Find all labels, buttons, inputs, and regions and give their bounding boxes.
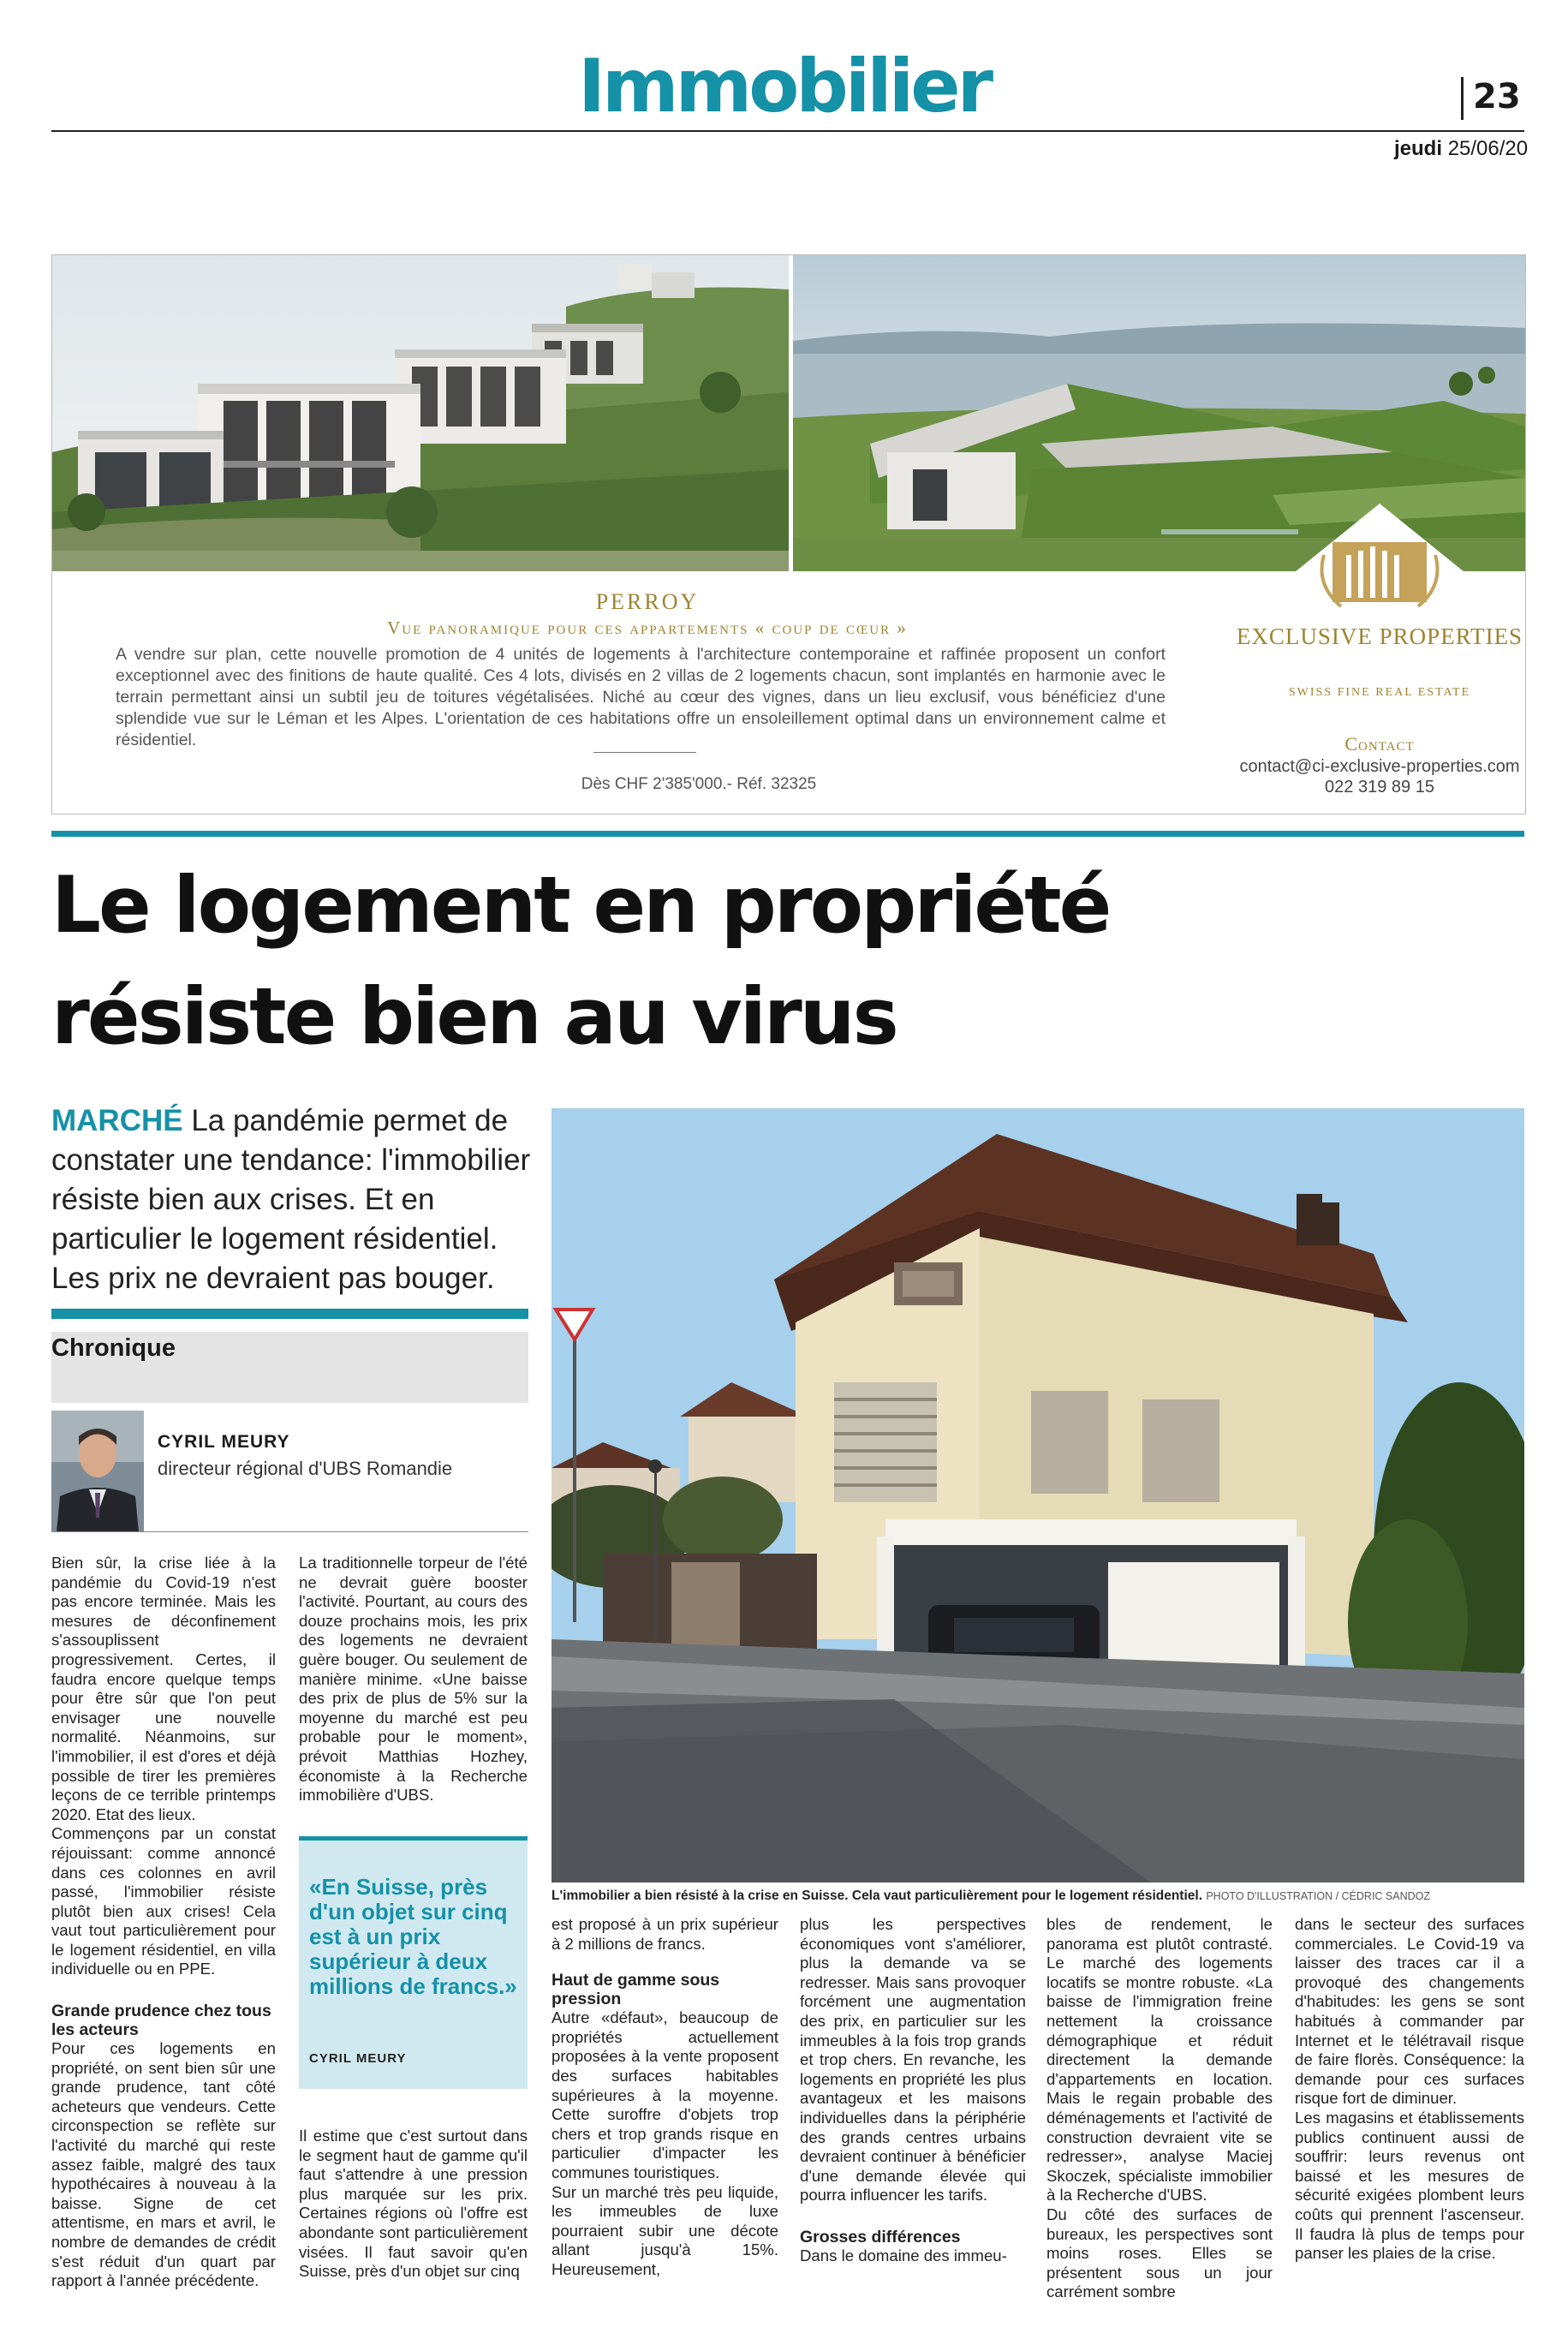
body-column-5 <box>1046 1915 1273 2302</box>
author-name: CYRIL MEURY <box>158 1432 290 1452</box>
ad-title: PERROY <box>595 589 700 614</box>
pull-quote-author: CYRIL MEURY <box>309 2051 407 2066</box>
paragraph: Dans le domaine des immeu- <box>800 2246 1007 2264</box>
headline-line-1: Le logement en propriété <box>51 861 1110 951</box>
pull-quote: «En Suisse, près d'un objet sur cinq est à un prix supérieur à deux millions de francs.» <box>309 1874 517 1999</box>
body-column-4 <box>800 1915 1026 2266</box>
paragraph: Du côté des surfaces de bureaux, les perspectives sont moins roses. Elles se présentent sous un jour carrément sombre <box>1046 2205 1273 2301</box>
subheading: Haut de gamme sous pression <box>551 1971 720 2009</box>
page-number: 23 <box>1473 77 1521 116</box>
paragraph: Autre «défaut», beaucoup de propriétés actuellement proposées à la vente proposent des surfaces habitables supérieures à la moyenne. Cette suroffre d'objets trop chers et trop grands risque en particulier d'impacter les communes touristiques. <box>551 2008 778 2181</box>
article-headline <box>51 850 1507 1073</box>
brand-tagline: SWISS FINE REAL ESTATE <box>1288 686 1471 699</box>
paragraph: Il estime que c'est surtout dans le segment haut de gamme qu'il faut s'attendre à une pression plus marquée sur les prix. Certaines régions où l'offre est abondante sont particulièrement visées. Il faut savoir qu'en Suisse, près d'un objet sur cinq <box>299 2127 528 2281</box>
rubric-label: Chronique <box>51 1334 176 1362</box>
paragraph: La traditionnelle torpeur de l'été ne devrait guère booster l'activité. Pourtant, au cours des douze prochains mois, les prix des logements ne devraient guère bouger. Ou seulement de manière minime. «Une baisse des prix de plus de 5% sur la moyenne du marché est peu probable pour le moment», prévoit Matthias Hozhey, économiste à la Recherche immobilière d'UBS. <box>299 1554 528 1805</box>
paragraph: Sur un marché très peu liquide, les immeubles de luxe pourraient subir une décote allant jusqu'à 15%. Heureusement, <box>551 2182 778 2278</box>
date-value: 25/06/20 <box>1447 137 1529 160</box>
author-portrait <box>51 1411 144 1532</box>
body-column-1 <box>51 1554 276 2291</box>
contact-email-link[interactable]: contact@ci-exclusive-properties.com <box>1239 757 1520 776</box>
paragraph: est proposé à un prix supérieur à 2 millions de francs. <box>551 1915 778 1953</box>
header-rule <box>51 130 1524 132</box>
section-divider <box>51 831 1524 837</box>
body-column-6 <box>1295 1915 1524 2264</box>
brand-logo <box>1195 504 1564 615</box>
paragraph: Pour ces logements en propriété, on sent bien sûr une grande prudence, tant côté acheteurs que vendeurs. Cette circonspection se reflète sur l'activité du marché qui reste assez faible, malgré des taux hypothécaires à nouveau à la baisse. Signe de cet attentisme, en mars et avril, le nombre de demandes de crédit s'est réduit d'un quart par rapport à l'année précédente. <box>51 2039 276 2290</box>
paragraph: bles de rendement, le panorama est plutôt contrasté. Le marché des logements locatifs se montre robuste. «La baisse de l'immigration freine nettement la croissance démographique et réduit directement la demande d'appartements en location. Mais le regain probable des déménagements et l'activité de construction devraient vite se redresser», analyse Maciej Skoczek, spécialiste immobilier à la Recherche d'UBS. <box>1046 1915 1273 2205</box>
rubric-bar <box>51 1309 528 1319</box>
body-column-2b <box>299 2127 528 2282</box>
paragraph: plus les perspectives économiques vont s'améliorer, plus la demande va se redresser. Mais sans provoquer forcément une augmentation des prix, en particulier sur les immeubles à la fois trop grands et trop chers. En revanche, les logements en propriété les plus avantageux et les maisons individuelles dans la périphérie des grands centres urbains devraient continuer à bénéficier d'une demande élevée qui pourra influencer les tarifs. <box>800 1915 1026 2205</box>
brand-name: EXCLUSIVE PROPERTIES <box>1236 624 1523 649</box>
paragraph: Commençons par un constat réjouissant: comme annoncé dans ces colonnes en avril passé, l'immobilier résiste plutôt bien aux crises! Cela vaut tout particulièrement pour le logement résidentiel, en villa individuelle ou en PPE. <box>51 1824 276 1978</box>
ad-villa-render-image <box>52 255 789 571</box>
section-title: Immobilier <box>577 44 991 129</box>
paragraph: dans le secteur des surfaces commerciales. Le Covid-19 va laisser des traces car il a provoqué des changements d'habitudes: les gens se sont habitués à commander par Internet et le télétravail risque de faire florès. Conséquence: la demande pour ces surfaces risque fort de diminuer. <box>1295 1915 1524 2108</box>
body-column-3 <box>551 1915 778 2280</box>
article-photo-house <box>551 1108 1524 1882</box>
caption-text: L'immobilier a bien résisté à la crise en Suisse. Cela vaut particulièrement pour le logement résidentiel. <box>551 1888 1203 1903</box>
article-lead <box>51 1101 531 1298</box>
ad-divider <box>593 752 696 753</box>
paragraph: Les magasins et établissements publics continuent aussi de souffrir: leurs revenus ont baissé et les mesures de sécurité exigées plombent leurs coûts qui prennent l'ascenseur. Il faudra là plus de temps pour panser les plaies de la crise. <box>1295 2108 1524 2263</box>
subheading: Grosses différences <box>800 2227 961 2246</box>
ad-subtitle: Vue panoramique pour ces appartements « coup de cœur » <box>387 618 908 638</box>
photo-credit: PHOTO D'ILLUSTRATION / CÉDRIC SANDOZ <box>1206 1890 1431 1902</box>
author-role: directeur régional d'UBS Romandie <box>158 1458 453 1479</box>
real-estate-ad[interactable] <box>51 254 1526 814</box>
contact-label: Contact <box>1344 733 1415 755</box>
lead-text: La pandémie permet de constater une tendance: l'immobilier résiste bien aux crises. Et en particulier le logement résidentiel. Les prix ne devraient pas bouger. <box>51 1104 531 1295</box>
kicker: MARCHÉ <box>51 1104 183 1137</box>
author-divider <box>51 1531 528 1532</box>
body-column-2 <box>299 1554 528 1805</box>
ad-description: A vendre sur plan, cette nouvelle promotion de 4 unités de logements à l'architecture contemporaine et raffinée proposent un confort exceptionnel avec des finitions de haute qualité. Ces 4 lots, divisés en 2 villas de 2 logements chacun, sont implantés en harmonie avec le terrain permettant ainsi un subtil jeu de toitures végétalisées. Niché au cœur des vignes, dans un lieu exclusif, vous bénéficiez d'une splendide vue sur le Léman et les Alpes. L'orientation de ces habitations offre un ensoleillement optimal dans un environnement calme et résidentiel. <box>116 645 1166 749</box>
page-number-divider <box>1461 77 1464 120</box>
ad-price: Dès CHF 2'385'000.- Réf. 32325 <box>581 775 817 793</box>
contact-phone[interactable]: 022 319 89 15 <box>1325 778 1434 797</box>
paragraph: Bien sûr, la crise liée à la pandémie du Covid-19 n'est pas encore terminée. Mais les mesures de déconfinement s'assouplissent progressivement. Certes, il faudra encore quelque temps pour être sûr que l'on peut envisager une nouvelle normalité. Néanmoins, sur l'immobilier, il est d'ores et déjà possible de tirer les premières leçons de ce terrible printemps 2020. Etat des lieux. <box>51 1554 276 1823</box>
photo-caption <box>551 1888 1528 1904</box>
date-day: jeudi <box>1394 137 1443 160</box>
subheading: Grande prudence chez tous les acteurs <box>51 2002 271 2040</box>
issue-date <box>1394 137 1528 161</box>
headline-line-2: résiste bien au virus <box>51 972 897 1062</box>
